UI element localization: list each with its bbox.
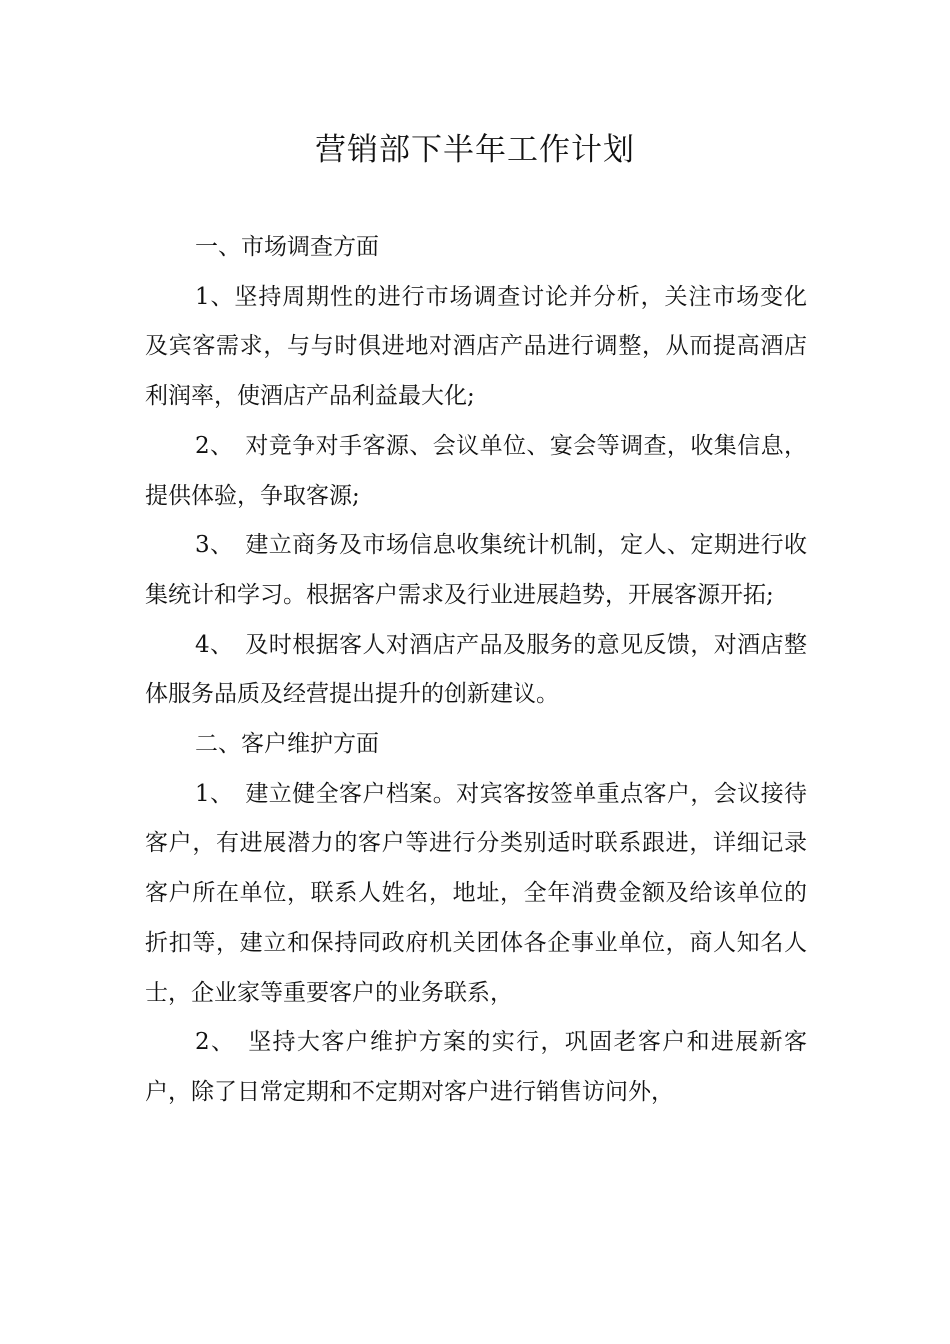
paragraph-market-2: 2、 对竞争对手客源、会议单位、宴会等调查，收集信息，提供体验，争取客源; <box>145 432 807 509</box>
section-heading-customer-maintenance: 二、客户维护方面 <box>195 731 379 758</box>
paragraph-market-3: 3、 建立商务及市场信息收集统计机制，定人、定期进行收集统计和学习。根据客户需求及行业进展趋势，开展客源开拓; <box>145 532 807 608</box>
paragraph-customer-2: 2、 坚持大客户维护方案的实行，巩固老客户和进展新客户，除了日常定期和不定期对客户进行销售访问外， <box>145 1029 807 1105</box>
document-title: 营销部下半年工作计划 <box>315 132 635 168</box>
paragraph-market-4: 4、 及时根据客人对酒店产品及服务的意见反馈，对酒店整体服务品质及经营提出提升的创新建议。 <box>145 631 807 708</box>
document-body <box>145 223 807 1118</box>
paragraph-customer-1: 1、 建立健全客户档案。对宾客按签单重点客户，会议接待客户，有进展潜力的客户等进行分类别适时联系跟进，详细记录客户所在单位，联系人姓名，地址，全年消费金额及给该单位的折扣等，建立和保持同政府机关团体各企事业单位，商人知名人士，企业家等重要客户的业务联系， <box>145 780 807 1006</box>
paragraph-market-1: 1、坚持周期性的进行市场调查讨论并分析，关注市场变化及宾客需求，与与时俱进地对酒店产品进行调整，从而提高酒店利润率，使酒店产品利益最大化; <box>145 283 807 410</box>
section-heading-market-research: 一、市场调查方面 <box>195 234 379 260</box>
